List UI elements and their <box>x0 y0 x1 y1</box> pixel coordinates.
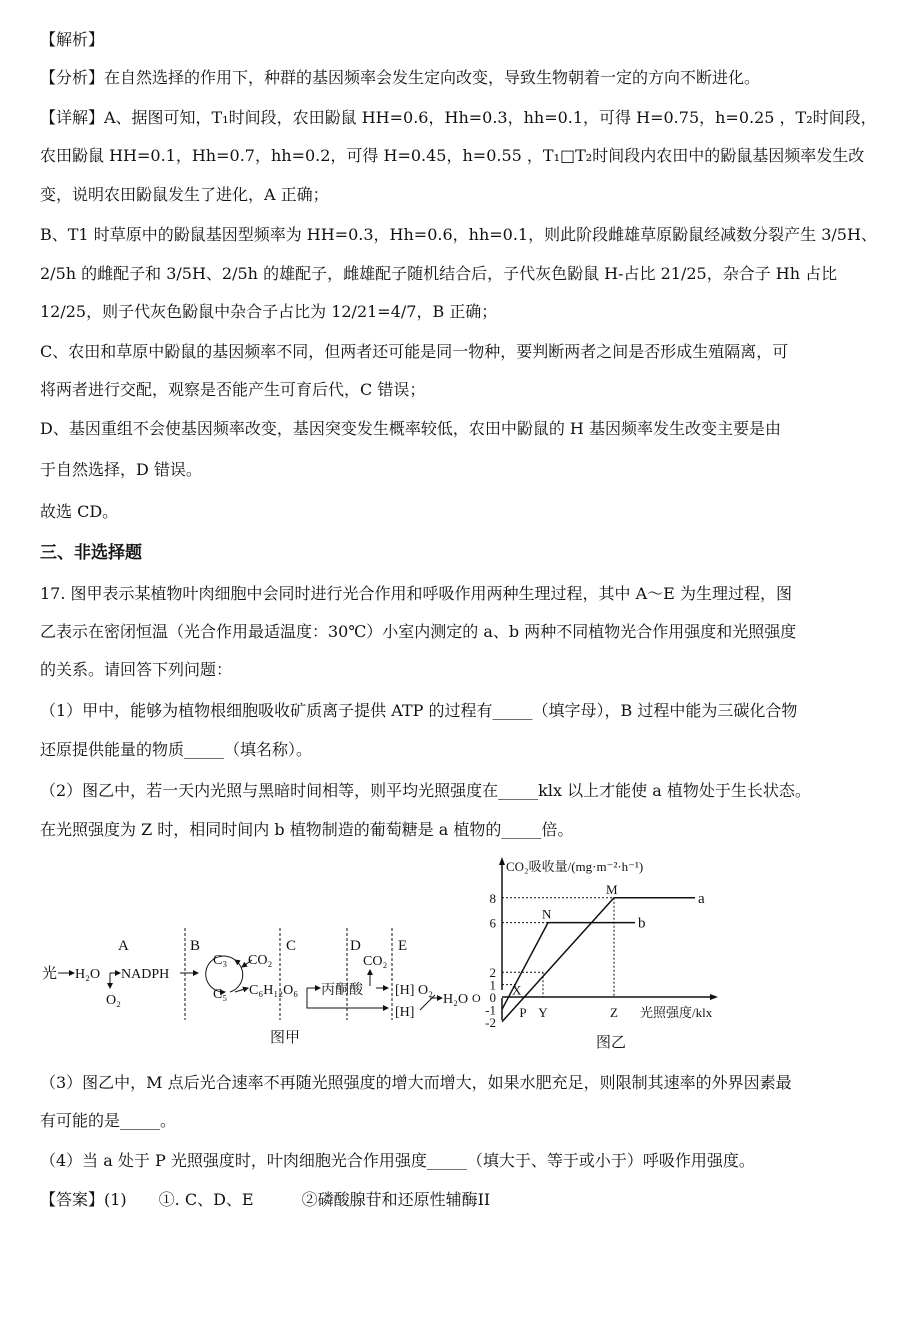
text-line: 17. 图甲表示某植物叶肉细胞中会同时进行光合作用和呼吸作用两种生理过程，其中 A～E 为生理过程，图 <box>40 584 792 603</box>
y-tick-label: 0 <box>489 990 496 1005</box>
text-line: 有可能的是_____。 <box>40 1111 177 1130</box>
text-line: 农田鼢鼠 HH=0.1，Hh=0.7，hh=0.2，可得 H=0.45，h=0.55 ，T₁□T₂时间段内农田中的鼢鼠基因频率发生改 <box>40 146 865 165</box>
node-h2o: H₂O <box>75 967 101 982</box>
text-line: 还原提供能量的物质_____（填名称）。 <box>40 740 313 759</box>
figure-jia-diagram <box>30 920 490 1050</box>
node-glucose: C₆H₁₂O₆ <box>249 983 299 998</box>
y-tick-label: 6 <box>489 915 496 931</box>
x-tick-label: P <box>519 1005 527 1020</box>
node-c3: C₃ <box>213 953 228 968</box>
y-tick-label: 2 <box>489 965 496 981</box>
text-line: 变，说明农田鼢鼠发生了进化，A 正确； <box>40 185 329 204</box>
figure-yi-chart <box>470 855 750 1055</box>
node-co2: CO₂ <box>248 953 273 968</box>
x-tick-label: Z <box>610 1005 618 1020</box>
text-line: C、农田和草原中鼢鼠的基因频率不同，但两者还可能是同一物种，要判断两者之间是否形成生殖隔离，可 <box>40 342 789 361</box>
text-line: （4）当 a 处于 P 光照强度时，叶肉细胞光合作用强度_____（填大于、等于或小于）呼吸作用强度。 <box>40 1151 755 1170</box>
text-line: 将两者进行交配，观察是否能产生可育后代，C 错误； <box>40 380 426 399</box>
node-h-2: [H] <box>395 1005 415 1020</box>
node-light: 光 <box>42 966 58 982</box>
x-tick-label: Y <box>538 1005 548 1020</box>
text-line: B、T1 时草原中的鼢鼠基因型频率为 HH=0.3，Hh=0.6，hh=0.1，则此阶段雌雄草原鼢鼠经减数分裂产生 3/5H、 <box>40 225 877 244</box>
point-x-label: X <box>512 982 522 998</box>
text-line: 故选 CD。 <box>40 502 119 521</box>
node-o2: O₂ <box>106 993 121 1008</box>
text-line: D、基因重组不会使基因频率改变，基因突变发生概率较低，农田中鼢鼠的 H 基因频率发生改变主要是由 <box>40 419 781 438</box>
figure-yi-caption: 图乙 <box>596 1035 627 1051</box>
y-tick-label: 1 <box>489 977 496 993</box>
x-axis-label: 光照强度/klx <box>640 1005 713 1020</box>
text-line: （1）甲中，能够为植物根细胞吸收矿质离子提供 ATP 的过程有_____（填字母），B 过程中能为三碳化合物 <box>40 701 798 720</box>
point-n-label: N <box>542 906 552 922</box>
y-axis-label: CO₂吸收量/(mg·m⁻²·h⁻¹) <box>506 859 644 874</box>
y-tick-label: -1 <box>485 1002 496 1018</box>
y-axis-arrow <box>499 857 505 865</box>
text-line: 【解析】 <box>40 30 105 49</box>
node-nadph: NADPH <box>121 967 170 982</box>
text-line: 【详解】A、据图可知，T₁时间段，农田鼢鼠 HH=0.6，Hh=0.3，hh=0.1，可得 H=0.75，h=0.25 ，T₂时间段， <box>40 108 877 127</box>
stage-e: E <box>398 938 408 954</box>
node-o2-in: O₂ <box>418 983 433 998</box>
stage-c: C <box>286 938 297 954</box>
text-line: 于自然选择，D 错误。 <box>40 460 202 479</box>
node-h-1: [H] <box>395 983 415 998</box>
node-pyruvate: 丙酮酸 <box>321 983 363 998</box>
node-co2-out: CO₂ <box>363 954 388 969</box>
series-a-line <box>502 898 695 1022</box>
y-tick-label: -2 <box>485 1014 496 1030</box>
x-axis-arrow <box>710 994 718 1000</box>
text-line: 【答案】(1) ①. C、D、E ②磷酸腺苷和还原性辅酶II <box>40 1190 491 1209</box>
stage-a: A <box>118 938 129 954</box>
stage-d: D <box>350 938 361 954</box>
stage-b: B <box>190 938 201 954</box>
text-line: 的关系。请回答下列问题： <box>40 660 233 679</box>
text-line: 2/5h 的雌配子和 3/5H、2/5h 的雄配子，雌雄配子随机结合后，子代灰色鼢鼠 H-占比 21/25，杂合子 Hh 占比 <box>40 264 838 283</box>
text-line: （3）图乙中，M 点后光合速率不再随光照强度的增大而增大，如果水肥充足，则限制其速率的外界因素最 <box>40 1073 792 1092</box>
text-line: 乙表示在密闭恒温（光合作用最适温度：30℃）小室内测定的 a、b 两种不同植物光合作用强度和光照强度 <box>40 622 797 641</box>
series-a-label: a <box>698 890 705 907</box>
node-c5: C₅ <box>213 987 228 1002</box>
point-m-label: M <box>606 881 618 897</box>
origin-label: O <box>472 991 481 1005</box>
figure-jia-caption: 图甲 <box>270 1030 301 1046</box>
text-line: （2）图乙中，若一天内光照与黑暗时间相等，则平均光照强度在_____klx 以上才能使 a 植物处于生长状态。 <box>40 781 811 800</box>
y-tick-label: 8 <box>489 890 496 906</box>
node-water: H₂O <box>443 992 469 1007</box>
text-line: 在光照强度为 Z 时，相同时间内 b 植物制造的葡萄糖是 a 植物的_____倍。 <box>40 820 574 839</box>
series-b-label: b <box>638 915 646 932</box>
text-line: 【分析】在自然选择的作用下，种群的基因频率会发生定向改变，导致生物朝着一定的方向不断进化。 <box>40 68 761 87</box>
text-line: 12/25，则子代灰色鼢鼠中杂合子占比为 12/21=4/7，B 正确； <box>40 302 498 321</box>
section-heading: 三、非选择题 <box>40 543 142 563</box>
